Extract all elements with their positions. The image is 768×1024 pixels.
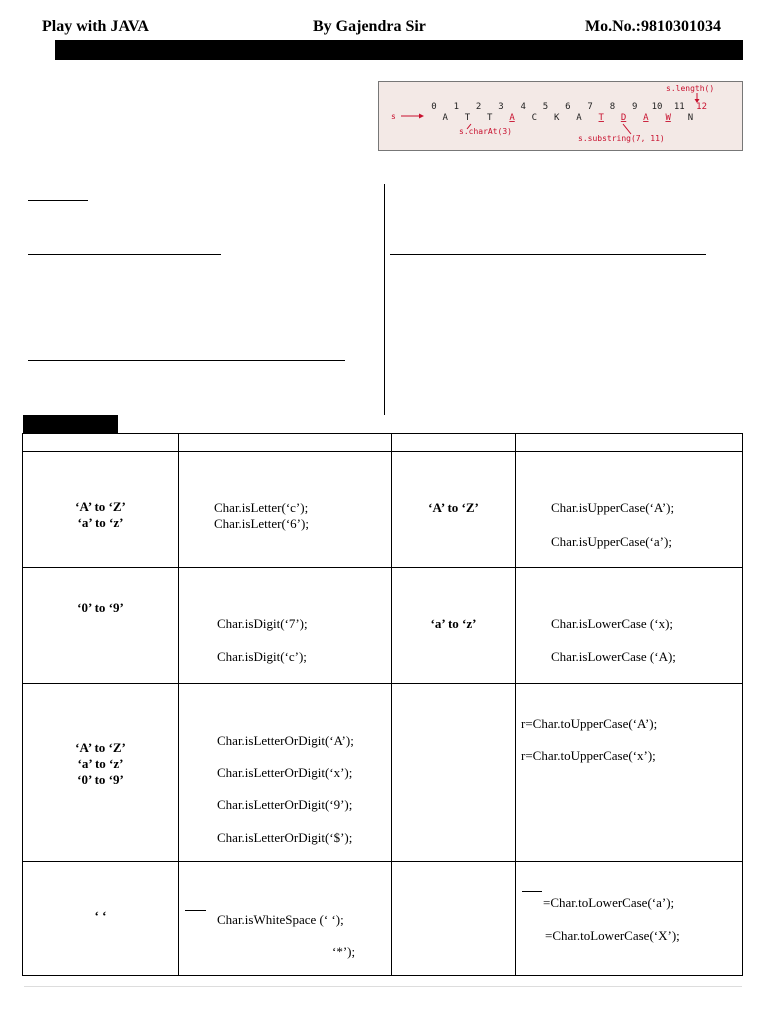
header-cell (392, 434, 516, 452)
range-text: ‘a’ to ‘z’ (77, 515, 124, 530)
heading-rule-1 (28, 200, 88, 201)
table-row (23, 684, 743, 862)
index-number: 5 (542, 102, 549, 112)
header-cell (516, 434, 743, 452)
string-index-figure (378, 81, 743, 151)
header-cell (23, 434, 179, 452)
code-line: r=Char.toUpperCase(‘A’); (521, 716, 658, 731)
column-divider (384, 184, 385, 415)
code-line: Char.isWhiteSpace (‘ ‘); (217, 912, 344, 927)
string-letter: A (643, 113, 649, 123)
code-line: Char.isLetter(‘6’); (214, 516, 309, 531)
code-line: Char.isUpperCase(‘a’); (551, 534, 672, 549)
charat-label: s.charAt(3) (459, 127, 512, 136)
code-line: Char.isLowerCase (‘A); (551, 649, 676, 664)
range-cell (23, 684, 179, 862)
string-letter: A (576, 113, 582, 123)
range-text: ‘0’ to ‘9’ (77, 600, 124, 615)
index-number: 9 (631, 102, 638, 112)
range-cell (23, 452, 179, 568)
string-letter: T (598, 113, 604, 123)
range-cell (23, 568, 179, 684)
blank-rule (185, 910, 206, 911)
example-cell (516, 452, 743, 568)
range-text: ‘A’ to ‘Z’ (75, 499, 126, 514)
length-label: s.length() (666, 84, 715, 93)
code-line: Char.isLowerCase (‘x); (551, 616, 674, 631)
range-text: ‘A’ to ‘Z’ (428, 500, 479, 515)
table-row (23, 862, 743, 976)
string-letter: A (442, 113, 448, 123)
range-cell (392, 452, 516, 568)
string-letter: T (487, 113, 493, 123)
index-number: 1 (453, 102, 460, 112)
string-letter: D (620, 113, 627, 123)
code-line: Char.isUpperCase(‘A’); (551, 500, 675, 515)
string-letter: N (687, 113, 694, 123)
index-number: 0 (431, 102, 437, 112)
string-letter: K (553, 113, 560, 123)
code-line: =Char.toLowerCase(‘a’); (543, 895, 675, 910)
code-line: Char.isLetter(‘c’); (214, 500, 309, 515)
index-number: 7 (587, 102, 593, 112)
index-number: 12 (696, 102, 708, 112)
code-line: Char.isDigit(‘c’); (217, 649, 307, 664)
example-cell (516, 568, 743, 684)
code-line: Char.isLetterOrDigit(‘9’); (217, 797, 353, 812)
string-letter: A (509, 113, 515, 123)
letter-row (442, 113, 693, 123)
range-cell (392, 684, 516, 862)
example-cell (179, 862, 392, 976)
heading-rule-2 (28, 254, 221, 255)
range-cell (392, 862, 516, 976)
heading-rule-3 (28, 360, 345, 361)
code-line: =Char.toLowerCase(‘X’); (545, 928, 680, 943)
range-cell (392, 568, 516, 684)
code-line: Char.isLetterOrDigit(‘A’); (217, 733, 354, 748)
code-line: r=Char.toUpperCase(‘x’); (521, 748, 656, 763)
example-cell (516, 684, 743, 862)
range-text: ‘0’ to ‘9’ (77, 772, 124, 787)
index-number: 10 (651, 102, 663, 112)
index-number: 4 (520, 102, 526, 112)
table-row (23, 452, 743, 568)
table-label-block (23, 415, 118, 433)
range-text: ‘ ‘ (94, 908, 107, 923)
example-cell (516, 862, 743, 976)
string-letter: T (464, 113, 471, 123)
example-cell (179, 568, 392, 684)
index-number: 2 (475, 102, 482, 112)
code-line: Char.isDigit(‘7’); (217, 616, 308, 631)
footer-rule (24, 986, 742, 987)
blank-rule (522, 891, 542, 892)
header-cell (179, 434, 392, 452)
header-author: By Gajendra Sir (313, 18, 426, 35)
char-methods-table (22, 433, 743, 976)
table-row (23, 568, 743, 684)
substring-label: s.substring(7, 11) (578, 134, 665, 143)
index-row (431, 102, 707, 112)
example-cell (179, 452, 392, 568)
header-phone: Mo.No.:9810301034 (585, 18, 721, 35)
index-number: 11 (673, 102, 685, 112)
range-cell (23, 862, 179, 976)
code-line: Char.isLetterOrDigit(‘$’); (217, 830, 353, 845)
index-number: 3 (498, 102, 504, 112)
range-text: ‘A’ to ‘Z’ (75, 740, 126, 755)
string-letter: C (531, 113, 538, 123)
range-text: ‘a’ to ‘z’ (77, 756, 124, 771)
code-line: ‘*’); (332, 944, 356, 959)
example-cell (179, 684, 392, 862)
index-number: 8 (609, 102, 616, 112)
string-var-label: s (391, 112, 396, 121)
table-header-row (23, 434, 743, 452)
header-title: Play with JAVA (42, 18, 149, 35)
string-letter: W (665, 113, 671, 123)
code-line: Char.isLetterOrDigit(‘x’); (217, 765, 353, 780)
header-black-bar (55, 40, 743, 60)
heading-rule-4 (390, 254, 706, 255)
range-text: ‘a’ to ‘z’ (430, 616, 477, 631)
index-number: 6 (565, 102, 571, 112)
